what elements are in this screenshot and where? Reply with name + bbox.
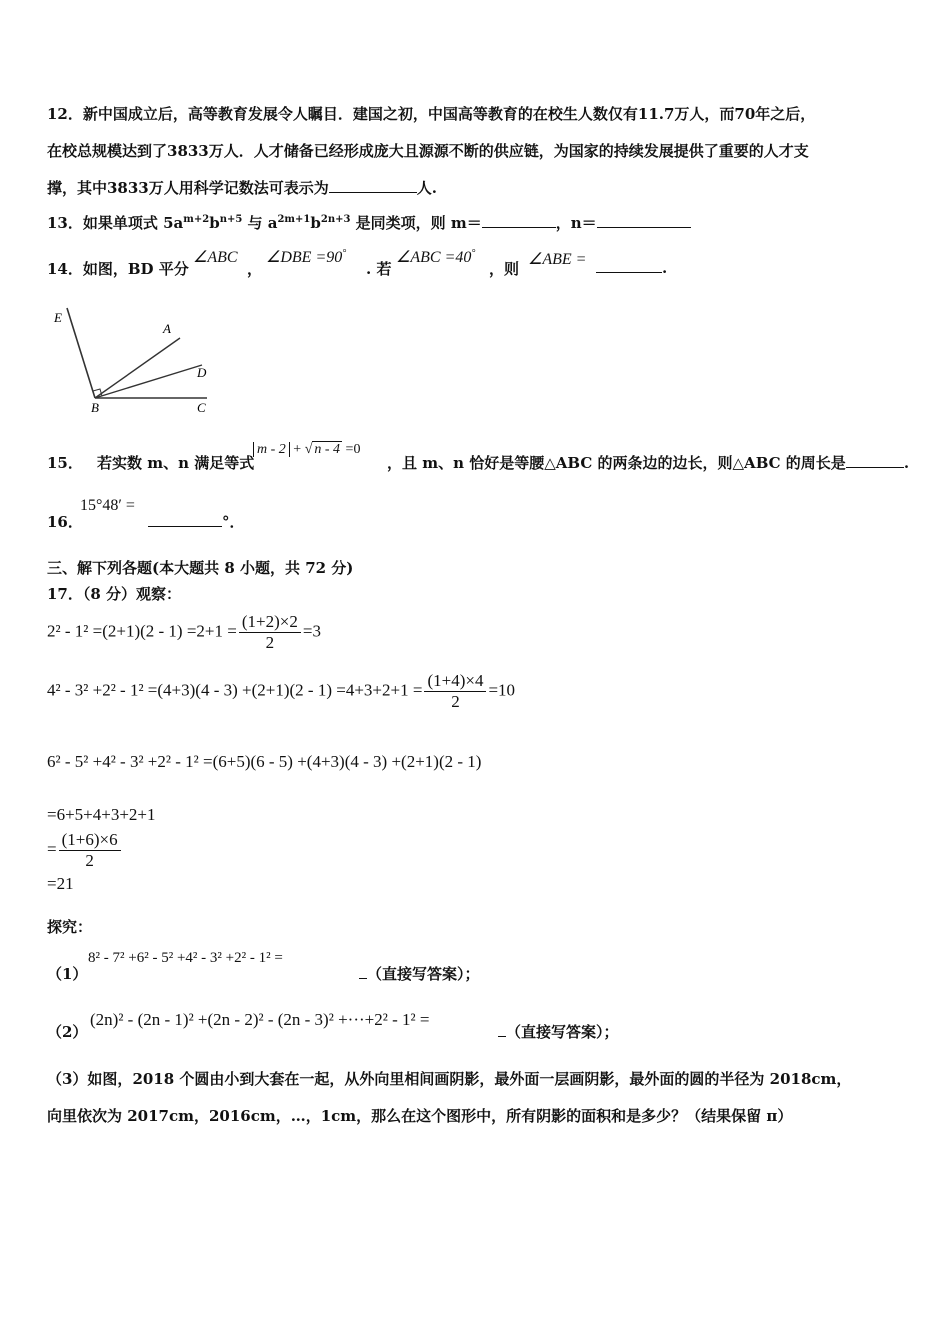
fraction xyxy=(239,612,301,653)
eq2-right: =10 xyxy=(488,680,516,700)
var-b: b xyxy=(310,214,321,232)
q15-text2-span: ，且 m、n 恰好是等腰△ABC 的两条边的边长，则△ABC 的周长是 xyxy=(387,454,846,472)
denominator: 2 xyxy=(265,633,275,652)
ray-bd xyxy=(95,365,202,398)
eq1-right: =3 xyxy=(302,621,321,641)
q13-sep: ，n＝ xyxy=(555,214,597,232)
answer-blank[interactable] xyxy=(498,1022,506,1037)
q14-prefix: 14．如图，BD 平分 xyxy=(47,260,189,278)
angle-dbe-text: ∠DBE =90 xyxy=(266,249,343,266)
label-a: A xyxy=(163,321,171,336)
q14-end: . xyxy=(662,259,668,277)
q13-mid: 与 a xyxy=(242,214,278,232)
angle-abe: ∠ABE = xyxy=(528,251,587,268)
q14-comma: ， xyxy=(247,260,263,278)
numerator: (1+2)×2 xyxy=(239,612,301,633)
q15-text1: 若实数 m、n 满足等式 xyxy=(97,454,255,472)
q12-line3-text: 撑，其中3833万人用科学记数法可表示为 xyxy=(47,179,329,197)
part3-line1: （3）如图，2018 个圆由小到大套在一起，从外向里相间画阴影，最外面一层画阴影，最外面的圆的半径为 2018cm， xyxy=(47,1070,852,1088)
ray-ba xyxy=(95,338,180,398)
ray-be xyxy=(67,308,95,398)
q12-line1: 12．新中国成立后，高等教育发展令人瞩目．建国之初，中国高等教育的在校生人数仅有11.7万人，而70年之后， xyxy=(47,105,816,123)
exponent: 2n+3 xyxy=(320,214,351,225)
q12-line2: 在校总规模达到了3833万人．人才储备已经形成庞大且源源不断的供应链，为国家的持续发展提供了重要的人才支 xyxy=(47,142,809,160)
answer-blank[interactable] xyxy=(846,453,904,468)
q17-eq3: 6² - 5² +4² - 3² +2² - 1² =(6+5)(6 - 5) +(4+3)(4 - 3) +(2+1)(2 - 1) xyxy=(47,752,482,771)
degree-sign: ° xyxy=(342,248,347,259)
section-heading: 三、解下列各题(本大题共 8 小题，共 72 分) xyxy=(47,559,354,577)
answer-blank-m[interactable] xyxy=(482,213,556,228)
numerator: (1+4)×4 xyxy=(424,671,486,692)
plus: + xyxy=(293,442,302,457)
numerator: (1+6)×6 xyxy=(59,830,121,851)
q17-eq3-line2: =6+5+4+3+2+1 xyxy=(47,805,156,824)
denominator: 2 xyxy=(451,692,460,711)
part1-hint-text: （直接写答案）； xyxy=(367,965,480,983)
q14-answer xyxy=(596,258,667,277)
exponent: m+2 xyxy=(183,214,210,225)
part2-hint-text: （直接写答案）； xyxy=(506,1023,619,1041)
label-d: D xyxy=(197,365,207,380)
part2-expr: (2n)² - (2n - 1)² +(2n - 2)² - (2n - 3)² +···+2² - 1² = xyxy=(90,1010,430,1029)
part1-hint xyxy=(359,963,480,984)
q15-num: 15． xyxy=(47,454,83,472)
label-b: B xyxy=(91,400,99,415)
fraction xyxy=(424,671,486,712)
part1-num: （1） xyxy=(47,965,88,983)
q16-num: 16． xyxy=(47,513,83,531)
angle-figure xyxy=(40,300,225,420)
q13-prefix: 13．如果单项式 5a xyxy=(47,214,184,232)
angle-dbe xyxy=(266,247,346,267)
q17-eq2 xyxy=(47,671,515,712)
explore-heading: 探究： xyxy=(47,918,93,936)
part1-expr: 8² - 7² +6² - 5² +4² - 3² +2² - 1² = xyxy=(88,950,283,966)
angle-abc: ∠ABC xyxy=(193,249,238,266)
abs-value: m - 2 xyxy=(253,442,290,457)
part3-line2: 向里依次为 2017cm，2016cm，…，1cm，那么在这个图形中，所有阴影的面积和是多少？（结果保留 π） xyxy=(47,1107,793,1125)
eq2-left: 4² - 3² +2² - 1² =(4+3)(4 - 3) +(2+1)(2 - 1) =4+3+2+1 = xyxy=(47,680,423,700)
q13-text: 是同类项，则 m＝ xyxy=(350,214,482,232)
exponent: 2m+1 xyxy=(277,214,311,225)
answer-blank[interactable] xyxy=(148,512,222,527)
q17-eq3-line4: =21 xyxy=(47,874,74,893)
q13-line xyxy=(47,212,691,233)
label-e: E xyxy=(54,310,62,325)
sqrt-expr: n - 4 xyxy=(314,442,341,457)
fraction xyxy=(59,830,121,871)
q17-title: 17．（8 分）观察： xyxy=(47,585,182,603)
q16-expr: 15°48′ = xyxy=(80,497,135,514)
q17-eq3-line3: = $\frac{(1+6)\times 6}{2}$ xyxy=(47,830,123,871)
part2-num: （2） xyxy=(47,1023,88,1041)
label-c: C xyxy=(197,400,206,415)
denominator: 2 xyxy=(85,851,94,870)
q15-end: . xyxy=(903,454,910,472)
q17-eq1 xyxy=(47,612,321,653)
q16-unit: °． xyxy=(222,513,245,531)
q12-unit: 人. xyxy=(416,179,437,197)
q16-answer xyxy=(148,511,245,532)
answer-blank[interactable] xyxy=(359,964,367,979)
angle-abc-40-text: ∠ABC =40 xyxy=(396,249,472,266)
q15-equation: m - 2 + √ n - 4 =0 xyxy=(253,441,360,458)
degree-sign: ° xyxy=(471,248,476,259)
q14-then: ，则 xyxy=(489,260,520,278)
answer-blank[interactable] xyxy=(329,178,417,193)
var-b: b xyxy=(209,214,220,232)
q15-text2 xyxy=(387,452,909,473)
q14-ruo: . 若 xyxy=(366,260,392,278)
exponent: n+5 xyxy=(219,214,243,225)
eq-zero: =0 xyxy=(345,442,361,457)
part2-hint xyxy=(498,1021,619,1042)
q12-line3 xyxy=(47,177,437,198)
answer-blank-n[interactable] xyxy=(597,213,691,228)
answer-blank[interactable] xyxy=(596,258,662,273)
eq1-left: 2² - 1² =(2+1)(2 - 1) =2+1 = xyxy=(47,621,237,641)
angle-abc-40 xyxy=(396,247,475,267)
